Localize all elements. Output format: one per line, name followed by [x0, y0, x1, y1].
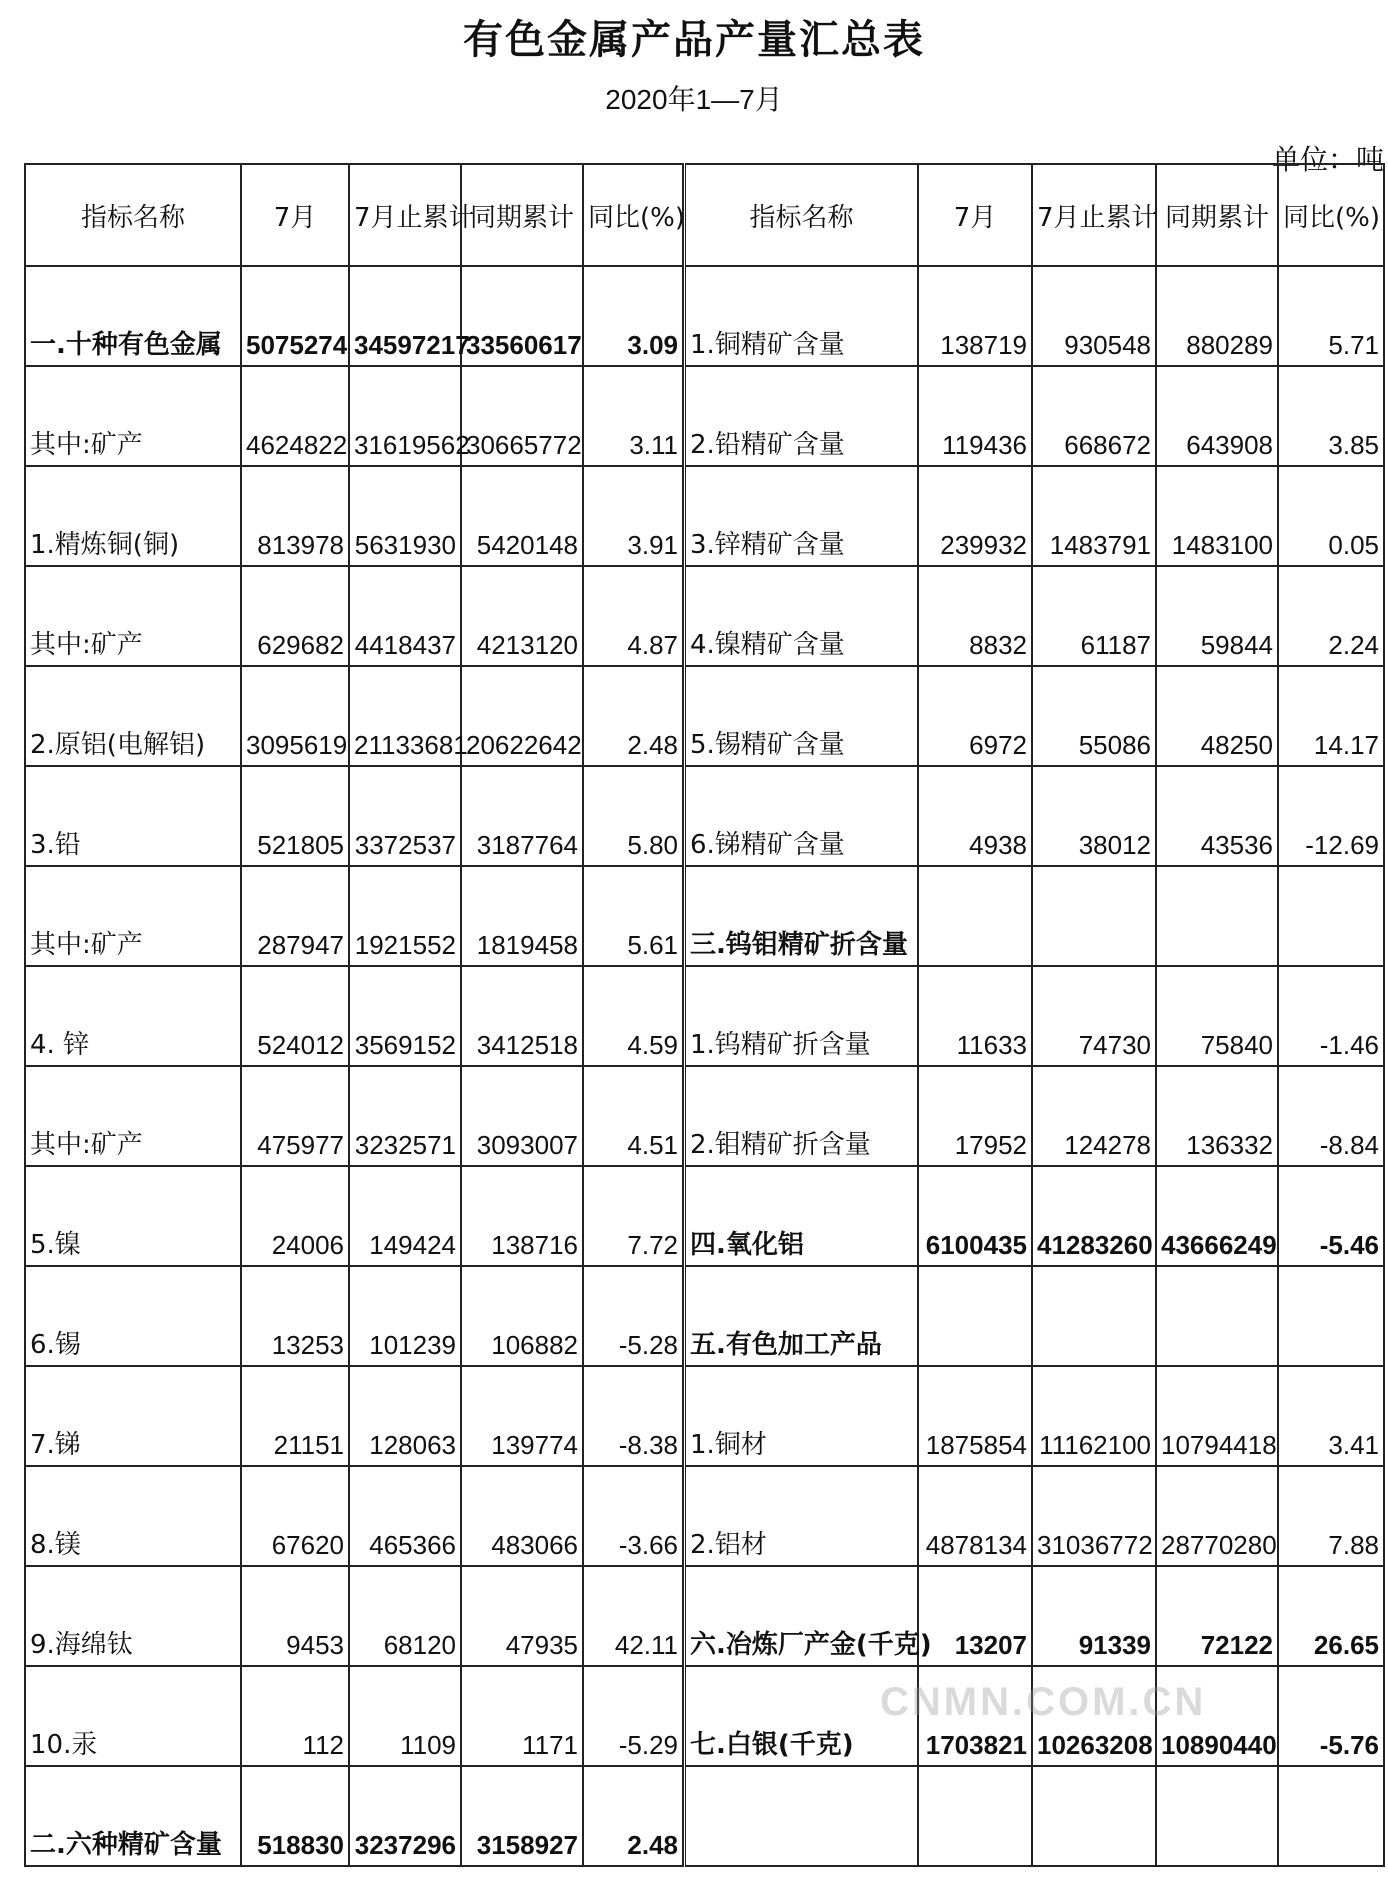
- cell-cumulative: 31036772: [1032, 1466, 1156, 1566]
- cell-indicator-name: 七.白银(千克): [684, 1666, 918, 1766]
- cell-prior-cumulative: 59844: [1156, 566, 1278, 666]
- cell-cumulative: 11162100: [1032, 1366, 1156, 1466]
- table-row: [684, 466, 1384, 566]
- cell-indicator-name: 五.有色加工产品: [684, 1266, 918, 1366]
- cell-yoy: -5.29: [583, 1666, 683, 1766]
- cell-cumulative: 31619562: [349, 366, 461, 466]
- cell-july: [918, 1266, 1032, 1366]
- cell-prior-cumulative: 10890440: [1156, 1666, 1278, 1766]
- cell-july: 4624822: [241, 366, 349, 466]
- cell-prior-cumulative: 138716: [461, 1166, 583, 1266]
- cell-indicator-name: 9.海绵钛: [25, 1566, 241, 1666]
- table-row: [25, 966, 683, 1066]
- cell-yoy: 4.87: [583, 566, 683, 666]
- cell-cumulative: 668672: [1032, 366, 1156, 466]
- cell-indicator-name: 5.锡精矿含量: [684, 666, 918, 766]
- cell-yoy: -5.28: [583, 1266, 683, 1366]
- cell-yoy: 7.72: [583, 1166, 683, 1266]
- cell-yoy: -5.46: [1278, 1166, 1384, 1266]
- table-row: [684, 766, 1384, 866]
- table-row: [684, 566, 1384, 666]
- table-row: [25, 866, 683, 966]
- cell-prior-cumulative: 4213120: [461, 566, 583, 666]
- cell-july: 4878134: [918, 1466, 1032, 1566]
- cell-july: [918, 1766, 1032, 1866]
- cell-cumulative: 465366: [349, 1466, 461, 1566]
- table-row: [25, 1266, 683, 1366]
- cell-indicator-name: 6.锑精矿含量: [684, 766, 918, 866]
- cell-july: 8832: [918, 566, 1032, 666]
- table-row: [25, 766, 683, 866]
- cell-prior-cumulative: 483066: [461, 1466, 583, 1566]
- cell-yoy: 3.11: [583, 366, 683, 466]
- cell-indicator-name: 2.铅精矿含量: [684, 366, 918, 466]
- cell-yoy: 2.24: [1278, 566, 1384, 666]
- cell-yoy: [1278, 1266, 1384, 1366]
- cell-yoy: 2.48: [583, 666, 683, 766]
- cell-cumulative: 3569152: [349, 966, 461, 1066]
- table-row: [25, 666, 683, 766]
- cell-cumulative: 3237296: [349, 1766, 461, 1866]
- table-row: [684, 1266, 1384, 1366]
- cell-yoy: -1.46: [1278, 966, 1384, 1066]
- header-prior-cumulative: 同期累计: [1156, 164, 1278, 266]
- report-period: 2020年1—7月: [605, 84, 783, 115]
- cell-july: 13207: [918, 1566, 1032, 1666]
- cell-cumulative: 38012: [1032, 766, 1156, 866]
- table-row: [684, 666, 1384, 766]
- cell-indicator-name: 其中:矿产: [25, 366, 241, 466]
- cell-july: 138719: [918, 266, 1032, 366]
- table-row: [25, 1466, 683, 1566]
- cell-indicator-name: 2.钼精矿折含量: [684, 1066, 918, 1166]
- table-row: [25, 1366, 683, 1466]
- cell-cumulative: [1032, 1266, 1156, 1366]
- header-yoy: 同比(%): [1278, 164, 1384, 266]
- cell-yoy: 3.41: [1278, 1366, 1384, 1466]
- cell-cumulative: 1921552: [349, 866, 461, 966]
- cell-prior-cumulative: 1483100: [1156, 466, 1278, 566]
- left-table: [24, 163, 684, 1867]
- cell-indicator-name: 四.氧化铝: [684, 1166, 918, 1266]
- table-row: [684, 366, 1384, 466]
- table-row: [25, 1766, 683, 1866]
- cell-july: 9453: [241, 1566, 349, 1666]
- cell-prior-cumulative: [1156, 1766, 1278, 1866]
- header-cumulative: 7月止累计: [349, 164, 461, 266]
- cell-indicator-name: 二.六种精矿含量: [25, 1766, 241, 1866]
- table-row: [25, 566, 683, 666]
- cell-july: 6100435: [918, 1166, 1032, 1266]
- cell-cumulative: 74730: [1032, 966, 1156, 1066]
- table-row: [684, 1066, 1384, 1166]
- cell-july: 287947: [241, 866, 349, 966]
- cell-yoy: 5.71: [1278, 266, 1384, 366]
- cell-cumulative: [1032, 1766, 1156, 1866]
- cell-prior-cumulative: [1156, 866, 1278, 966]
- table-row: [25, 366, 683, 466]
- cell-yoy: [1278, 866, 1384, 966]
- cell-prior-cumulative: 1819458: [461, 866, 583, 966]
- cell-cumulative: 21133681: [349, 666, 461, 766]
- cell-prior-cumulative: 1171: [461, 1666, 583, 1766]
- cell-cumulative: 10263208: [1032, 1666, 1156, 1766]
- cell-cumulative: 1109: [349, 1666, 461, 1766]
- cell-prior-cumulative: 3412518: [461, 966, 583, 1066]
- cell-yoy: 0.05: [1278, 466, 1384, 566]
- cell-indicator-name: 1.精炼铜(铜): [25, 466, 241, 566]
- cell-july: 6972: [918, 666, 1032, 766]
- table-row: [25, 1166, 683, 1266]
- cell-yoy: -12.69: [1278, 766, 1384, 866]
- table-row: [684, 966, 1384, 1066]
- cell-prior-cumulative: 136332: [1156, 1066, 1278, 1166]
- cell-cumulative: 5631930: [349, 466, 461, 566]
- unit-label: 单位：吨: [1271, 143, 1384, 176]
- cell-july: 24006: [241, 1166, 349, 1266]
- cell-july: 13253: [241, 1266, 349, 1366]
- cell-july: 112: [241, 1666, 349, 1766]
- table-row: [25, 266, 683, 366]
- cell-prior-cumulative: 3158927: [461, 1766, 583, 1866]
- table-row: [684, 1566, 1384, 1666]
- cell-yoy: [1278, 1766, 1384, 1866]
- header-indicator-name: 指标名称: [684, 164, 918, 266]
- cell-indicator-name: 六.冶炼厂产金(千克): [684, 1566, 918, 1666]
- cell-cumulative: 34597217: [349, 266, 461, 366]
- cell-prior-cumulative: 880289: [1156, 266, 1278, 366]
- cell-july: 119436: [918, 366, 1032, 466]
- cell-indicator-name: [684, 1766, 918, 1866]
- header-july: 7月: [241, 164, 349, 266]
- cell-yoy: 42.11: [583, 1566, 683, 1666]
- cell-july: 1875854: [918, 1366, 1032, 1466]
- right-table: [682, 163, 1385, 1867]
- cell-cumulative: 149424: [349, 1166, 461, 1266]
- table-row: [25, 1666, 683, 1766]
- cell-yoy: -3.66: [583, 1466, 683, 1566]
- cell-july: 813978: [241, 466, 349, 566]
- cell-indicator-name: 其中:矿产: [25, 566, 241, 666]
- cell-cumulative: 101239: [349, 1266, 461, 1366]
- cell-yoy: 5.61: [583, 866, 683, 966]
- cell-cumulative: 4418437: [349, 566, 461, 666]
- cell-prior-cumulative: 3093007: [461, 1066, 583, 1166]
- cell-indicator-name: 2.铝材: [684, 1466, 918, 1566]
- cell-yoy: 7.88: [1278, 1466, 1384, 1566]
- cell-july: 239932: [918, 466, 1032, 566]
- cell-indicator-name: 三.钨钼精矿折含量: [684, 866, 918, 966]
- header-prior-cumulative: 同期累计: [461, 164, 583, 266]
- cell-yoy: -8.38: [583, 1366, 683, 1466]
- cell-july: 629682: [241, 566, 349, 666]
- table-row: [684, 1366, 1384, 1466]
- header-july: 7月: [918, 164, 1032, 266]
- cell-indicator-name: 1.钨精矿折含量: [684, 966, 918, 1066]
- cell-cumulative: 3232571: [349, 1066, 461, 1166]
- cell-prior-cumulative: 33560617: [461, 266, 583, 366]
- cell-indicator-name: 1.铜精矿含量: [684, 266, 918, 366]
- cell-yoy: -8.84: [1278, 1066, 1384, 1166]
- cell-cumulative: 41283260: [1032, 1166, 1156, 1266]
- left-header-row: [25, 164, 683, 266]
- cell-yoy: 2.48: [583, 1766, 683, 1866]
- cell-cumulative: 61187: [1032, 566, 1156, 666]
- cell-cumulative: 91339: [1032, 1566, 1156, 1666]
- cell-yoy: 4.51: [583, 1066, 683, 1166]
- table-row: [25, 466, 683, 566]
- cell-prior-cumulative: 20622642: [461, 666, 583, 766]
- site-watermark: CNMN.COM.CN: [880, 1680, 1207, 1724]
- cell-indicator-name: 7.锑: [25, 1366, 241, 1466]
- cell-cumulative: 1483791: [1032, 466, 1156, 566]
- header-indicator-name: 指标名称: [25, 164, 241, 266]
- cell-indicator-name: 一.十种有色金属: [25, 266, 241, 366]
- cell-indicator-name: 2.原铝(电解铝): [25, 666, 241, 766]
- cell-prior-cumulative: 10794418: [1156, 1366, 1278, 1466]
- cell-prior-cumulative: 72122: [1156, 1566, 1278, 1666]
- cell-cumulative: 128063: [349, 1366, 461, 1466]
- cell-yoy: -5.76: [1278, 1666, 1384, 1766]
- header-yoy: 同比(%): [583, 164, 683, 266]
- table-row: [684, 1466, 1384, 1566]
- cell-prior-cumulative: 5420148: [461, 466, 583, 566]
- table-row: [684, 866, 1384, 966]
- cell-cumulative: 55086: [1032, 666, 1156, 766]
- cell-indicator-name: 8.镁: [25, 1466, 241, 1566]
- cell-prior-cumulative: 75840: [1156, 966, 1278, 1066]
- cell-july: 11633: [918, 966, 1032, 1066]
- cell-indicator-name: 3.铅: [25, 766, 241, 866]
- cell-yoy: 4.59: [583, 966, 683, 1066]
- cell-prior-cumulative: 48250: [1156, 666, 1278, 766]
- cell-cumulative: [1032, 866, 1156, 966]
- cell-prior-cumulative: 139774: [461, 1366, 583, 1466]
- cell-prior-cumulative: 3187764: [461, 766, 583, 866]
- cell-yoy: 14.17: [1278, 666, 1384, 766]
- cell-cumulative: 68120: [349, 1566, 461, 1666]
- cell-july: 17952: [918, 1066, 1032, 1166]
- cell-prior-cumulative: 43536: [1156, 766, 1278, 866]
- cell-indicator-name: 10.汞: [25, 1666, 241, 1766]
- table-row: [684, 1766, 1384, 1866]
- cell-july: 4938: [918, 766, 1032, 866]
- cell-cumulative: 124278: [1032, 1066, 1156, 1166]
- cell-yoy: 5.80: [583, 766, 683, 866]
- cell-july: 475977: [241, 1066, 349, 1166]
- cell-indicator-name: 5.镍: [25, 1166, 241, 1266]
- cell-indicator-name: 3.锌精矿含量: [684, 466, 918, 566]
- header-cumulative: 7月止累计: [1032, 164, 1156, 266]
- cell-prior-cumulative: 43666249: [1156, 1166, 1278, 1266]
- cell-indicator-name: 4.镍精矿含量: [684, 566, 918, 666]
- cell-prior-cumulative: 30665772: [461, 366, 583, 466]
- report-title: 有色金属产品产量汇总表: [463, 17, 925, 63]
- cell-july: 524012: [241, 966, 349, 1066]
- table-row: [25, 1066, 683, 1166]
- cell-yoy: 3.09: [583, 266, 683, 366]
- cell-indicator-name: 6.锡: [25, 1266, 241, 1366]
- cell-july: 5075274: [241, 266, 349, 366]
- cell-prior-cumulative: [1156, 1266, 1278, 1366]
- right-header-row: [684, 164, 1384, 266]
- cell-prior-cumulative: 28770280: [1156, 1466, 1278, 1566]
- cell-indicator-name: 1.铜材: [684, 1366, 918, 1466]
- right-table-body: [684, 266, 1384, 1866]
- cell-indicator-name: 其中:矿产: [25, 866, 241, 966]
- cell-indicator-name: 其中:矿产: [25, 1066, 241, 1166]
- cell-july: 3095619: [241, 666, 349, 766]
- cell-prior-cumulative: 106882: [461, 1266, 583, 1366]
- cell-july: 518830: [241, 1766, 349, 1866]
- cell-prior-cumulative: 47935: [461, 1566, 583, 1666]
- table-row: [25, 1566, 683, 1666]
- cell-july: 21151: [241, 1366, 349, 1466]
- cell-yoy: 3.85: [1278, 366, 1384, 466]
- table-row: [684, 1166, 1384, 1266]
- cell-yoy: 3.91: [583, 466, 683, 566]
- cell-cumulative: 3372537: [349, 766, 461, 866]
- cell-july: [918, 866, 1032, 966]
- cell-prior-cumulative: 643908: [1156, 366, 1278, 466]
- cell-july: 521805: [241, 766, 349, 866]
- cell-yoy: 26.65: [1278, 1566, 1384, 1666]
- cell-indicator-name: 4. 锌: [25, 966, 241, 1066]
- left-table-body: [25, 266, 683, 1866]
- cell-cumulative: 930548: [1032, 266, 1156, 366]
- cell-july: 67620: [241, 1466, 349, 1566]
- cell-july: 1703821: [918, 1666, 1032, 1766]
- table-row: [684, 266, 1384, 366]
